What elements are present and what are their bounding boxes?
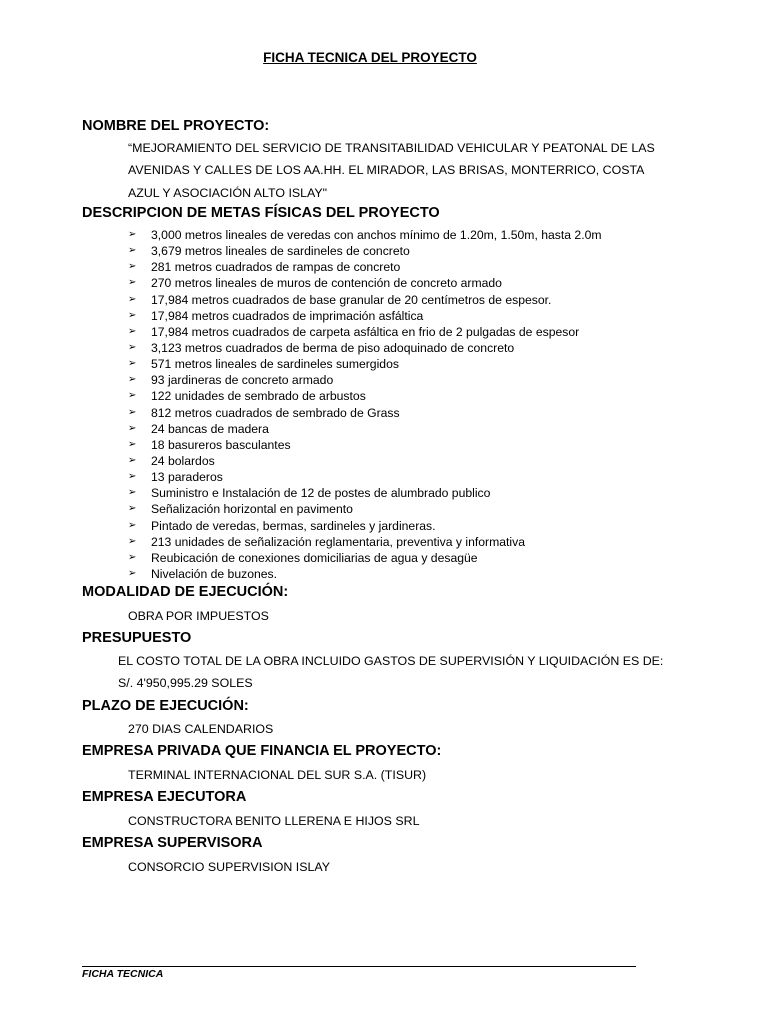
arrowhead-bullet-icon: ➢ xyxy=(128,422,137,434)
arrowhead-bullet-icon: ➢ xyxy=(128,325,137,337)
goal-text: Nivelación de buzones. xyxy=(151,566,278,581)
goal-list-item xyxy=(128,534,602,550)
heading-financia: EMPRESA PRIVADA QUE FINANCIA EL PROYECTO: xyxy=(82,743,442,759)
goal-text: 3,000 metros lineales de veredas con anchos mínimo de 1.20m, 1.50m, hasta 2.0m xyxy=(151,228,602,242)
arrowhead-bullet-icon: ➢ xyxy=(128,551,137,563)
goal-text: 571 metros lineales de sardineles sumergidos xyxy=(151,357,399,372)
arrowhead-bullet-icon: ➢ xyxy=(128,438,137,450)
modalidad-text: OBRA POR IMPUESTOS xyxy=(128,609,269,623)
arrowhead-bullet-icon: ➢ xyxy=(128,390,137,402)
heading-metas: DESCRIPCION DE METAS FÍSICAS DEL PROYECTO xyxy=(82,205,440,221)
plazo-text: 270 DIAS CALENDARIOS xyxy=(128,722,274,736)
goal-list-item xyxy=(128,518,602,534)
goal-list-item xyxy=(128,501,602,517)
arrowhead-bullet-icon: ➢ xyxy=(128,567,137,579)
goal-text: 17,984 metros cuadrados de imprimación asfáltica xyxy=(151,308,424,323)
goal-list-item xyxy=(128,356,602,372)
supervisora-text: CONSORCIO SUPERVISION ISLAY xyxy=(128,860,330,874)
arrowhead-bullet-icon: ➢ xyxy=(128,503,137,515)
arrowhead-bullet-icon: ➢ xyxy=(128,454,137,466)
ejecutora-text: CONSTRUCTORA BENITO LLERENA E HIJOS SRL xyxy=(128,814,420,828)
goal-list-item xyxy=(128,227,602,243)
arrowhead-bullet-icon: ➢ xyxy=(128,471,137,483)
goal-text: 13 paraderos xyxy=(151,470,223,485)
goal-list-item xyxy=(128,405,602,421)
goal-text: 18 basureros basculantes xyxy=(151,437,291,452)
heading-presupuesto: PRESUPUESTO xyxy=(82,630,192,646)
heading-supervisora: EMPRESA SUPERVISORA xyxy=(82,835,263,851)
goal-text: 270 metros lineales de muros de contención de concreto armado xyxy=(151,276,502,291)
heading-nombre: NOMBRE DEL PROYECTO: xyxy=(82,118,270,134)
goal-text: 812 metros cuadrados de sembrado de Grass xyxy=(151,405,400,420)
goal-list-item xyxy=(128,453,602,469)
arrowhead-bullet-icon: ➢ xyxy=(128,341,137,353)
goal-text: 17,984 metros cuadrados de carpeta asfáltica en frio de 2 pulgadas de espesor xyxy=(151,324,580,339)
goal-list-item xyxy=(128,388,602,404)
goal-text: Señalización horizontal en pavimento xyxy=(151,502,353,517)
arrowhead-bullet-icon: ➢ xyxy=(128,309,137,321)
goal-list-item xyxy=(128,421,602,437)
goal-text: 281 metros cuadrados de rampas de concreto xyxy=(151,260,401,275)
goal-text: 24 bolardos xyxy=(151,453,215,468)
goal-text: 17,984 metros cuadrados de base granular de 20 centímetros de espesor. xyxy=(151,292,552,307)
goal-list-item xyxy=(128,308,602,324)
goal-list-item xyxy=(128,243,602,259)
goal-list-item xyxy=(128,469,602,485)
goal-list-item xyxy=(128,566,602,582)
heading-plazo: PLAZO DE EJECUCIÓN: xyxy=(82,698,249,714)
goal-list-item xyxy=(128,437,602,453)
arrowhead-bullet-icon: ➢ xyxy=(128,229,137,240)
goal-text: 3,679 metros lineales de sardineles de concreto xyxy=(151,244,410,259)
goal-list-item xyxy=(128,340,602,356)
goal-text: Reubicación de conexiones domiciliarias de agua y desagüe xyxy=(151,550,478,565)
goal-list-item xyxy=(128,550,602,566)
footer-label: FICHA TECNICA xyxy=(82,968,164,980)
goal-text: 93 jardineras de concreto armado xyxy=(151,373,334,388)
goal-list-item xyxy=(128,259,602,275)
presupuesto-text: EL COSTO TOTAL DE LA OBRA INCLUIDO GASTOS DE SUPERVISIÓN Y LIQUIDACIÓN ES DE: S/. 4'950,995.29 SOLES xyxy=(118,654,664,691)
project-name-text: “MEJORAMIENTO DEL SERVICIO DE TRANSITABILIDAD VEHICULAR Y PEATONAL DE LAS AVENIDAS Y CALLES DE LOS AA.HH. EL MIRADOR, LAS BRISAS, MONTERRICO, COSTA AZUL Y ASOCIACIÓN ALTO ISLAY" xyxy=(128,141,655,200)
goal-list-item xyxy=(128,324,602,340)
goal-text: 24 bancas de madera xyxy=(151,421,269,436)
arrowhead-bullet-icon: ➢ xyxy=(128,519,137,531)
arrowhead-bullet-icon: ➢ xyxy=(128,293,137,305)
goal-text: 122 unidades de sembrado de arbustos xyxy=(151,389,366,404)
goal-list-item xyxy=(128,485,602,501)
arrowhead-bullet-icon: ➢ xyxy=(128,277,137,289)
goal-text: 3,123 metros cuadrados de berma de piso adoquinado de concreto xyxy=(151,340,515,355)
arrowhead-bullet-icon: ➢ xyxy=(128,406,137,418)
arrowhead-bullet-icon: ➢ xyxy=(128,374,137,386)
financia-text: TERMINAL INTERNACIONAL DEL SUR S.A. (TISUR) xyxy=(128,768,427,782)
goal-list-item xyxy=(128,372,602,388)
goal-list-item xyxy=(128,275,602,291)
goal-text: Pintado de veredas, bermas, sardineles y jardineras. xyxy=(151,518,436,533)
document-title: FICHA TECNICA DEL PROYECTO xyxy=(263,50,477,65)
arrowhead-bullet-icon: ➢ xyxy=(128,245,137,257)
footer-divider xyxy=(82,966,636,967)
goal-list-item xyxy=(128,292,602,308)
arrowhead-bullet-icon: ➢ xyxy=(128,358,137,370)
arrowhead-bullet-icon: ➢ xyxy=(128,487,137,499)
heading-ejecutora: EMPRESA EJECUTORA xyxy=(82,789,247,805)
arrowhead-bullet-icon: ➢ xyxy=(128,535,137,547)
goal-text: 213 unidades de señalización reglamentaria, preventiva y informativa xyxy=(151,534,525,549)
goals-list xyxy=(128,227,602,582)
arrowhead-bullet-icon: ➢ xyxy=(128,261,137,273)
goal-text: Suministro e Instalación de 12 de postes de alumbrado publico xyxy=(151,486,491,501)
heading-modalidad: MODALIDAD DE EJECUCIÓN: xyxy=(82,584,289,600)
